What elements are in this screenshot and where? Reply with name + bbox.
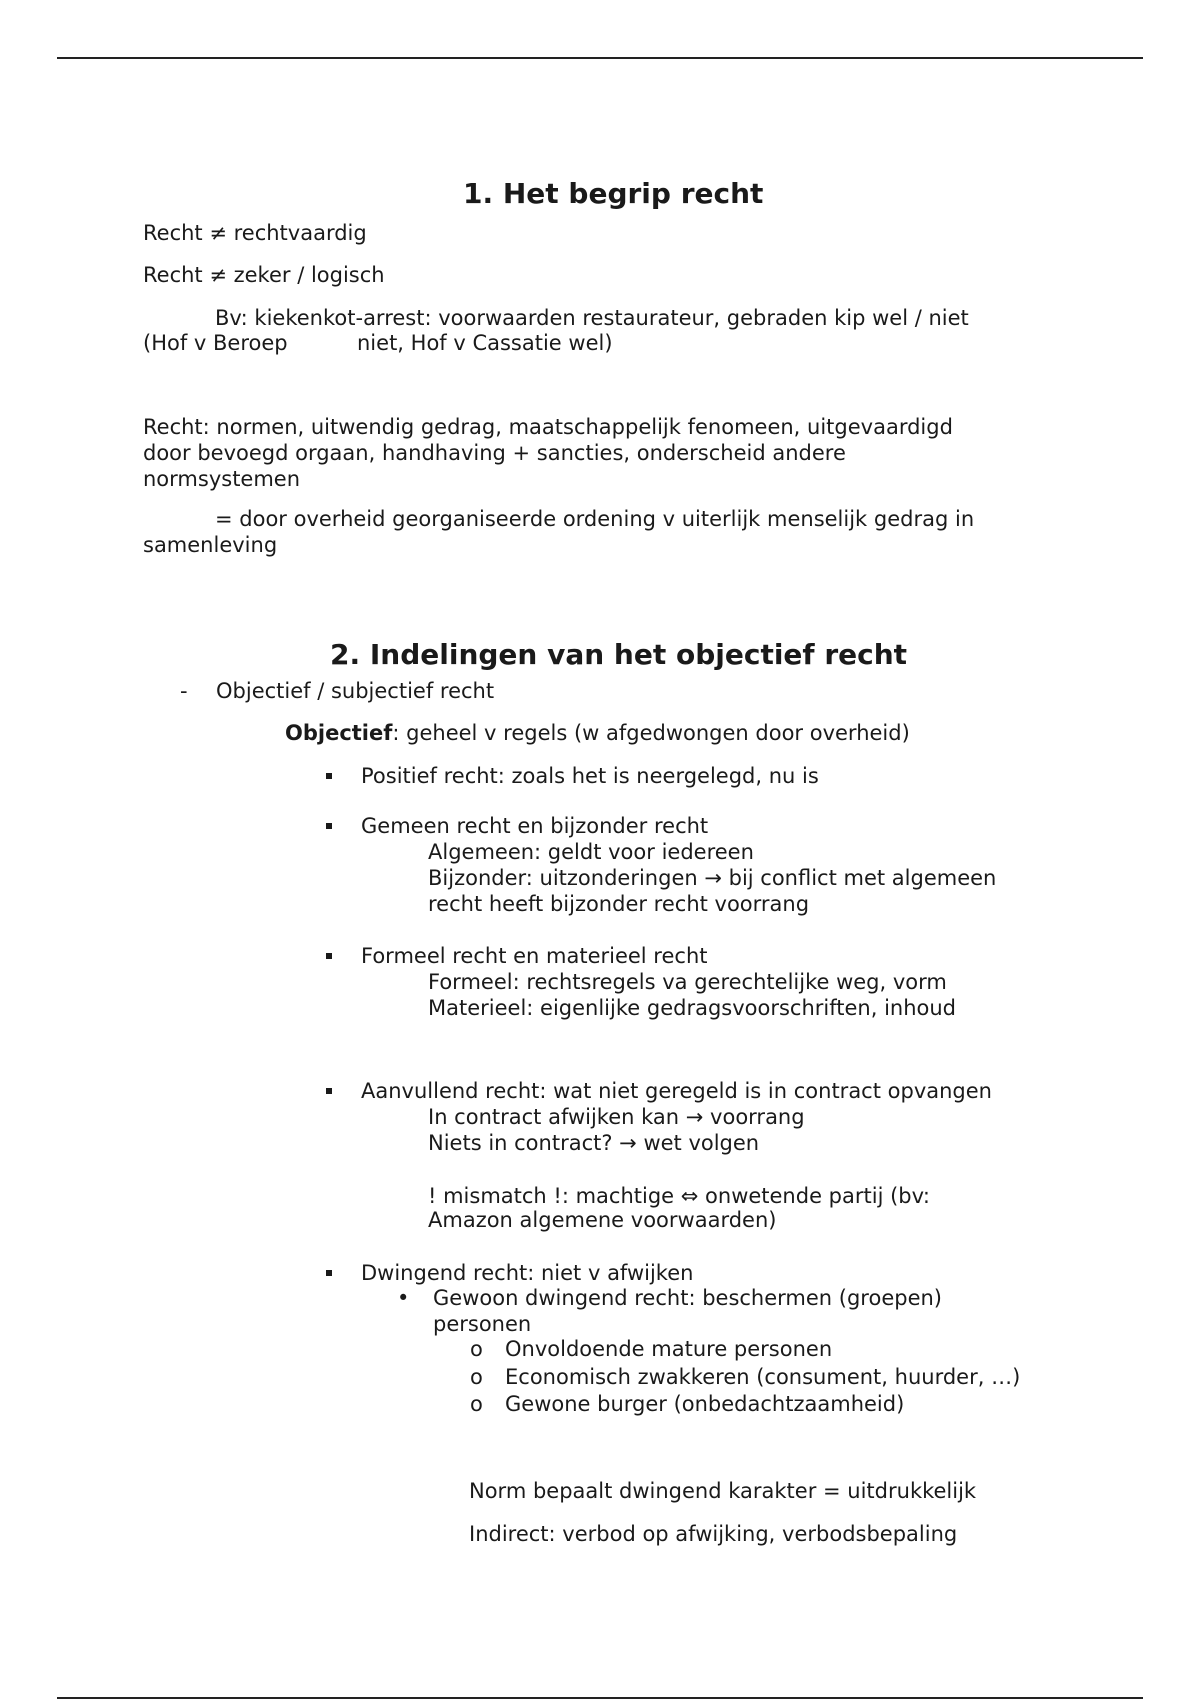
dash-marker: - xyxy=(180,679,188,703)
round-bullet: • xyxy=(397,1286,410,1310)
definition-line: door bevoegd orgaan, handhaving + sancties, onderscheid andere xyxy=(143,441,846,465)
list-item-detail: Amazon algemene voorwaarden) xyxy=(428,1208,777,1232)
square-bullet xyxy=(326,1270,332,1276)
list-item-detail: Formeel: rechtsregels va gerechtelijke weg, vorm xyxy=(428,970,947,994)
list-item-detail: Niets in contract? → wet volgen xyxy=(428,1131,760,1155)
bottom-rule xyxy=(57,1697,1143,1699)
dash-item: Objectief / subjectief recht xyxy=(216,679,495,703)
definition-line: Recht: normen, uitwendig gedrag, maatschappelijk fenomeen, uitgevaardigd xyxy=(143,415,953,439)
o-marker: o xyxy=(470,1392,483,1416)
equation-line: = door overheid georganiseerde ordening v uiterlijk menselijk gedrag in xyxy=(215,507,975,531)
definition-line: normsystemen xyxy=(143,467,301,491)
top-rule xyxy=(57,57,1143,59)
sub-sub-item: Onvoldoende mature personen xyxy=(505,1337,833,1361)
list-item: Positief recht: zoals het is neergelegd, nu is xyxy=(361,764,819,788)
objectief-label: Objectief xyxy=(285,721,393,745)
list-item: Gemeen recht en bijzonder recht xyxy=(361,814,709,838)
sub-list-item: personen xyxy=(433,1312,532,1336)
objectief-line xyxy=(285,720,910,746)
indirect-line: Indirect: verbod op afwijking, verbodsbepaling xyxy=(469,1522,958,1546)
norm-line: Norm bepaalt dwingend karakter = uitdrukkelijk xyxy=(469,1479,977,1503)
o-marker: o xyxy=(470,1337,483,1361)
text-line: Recht ≠ rechtvaardig xyxy=(143,221,367,245)
o-marker: o xyxy=(470,1365,483,1389)
list-item-detail: Materieel: eigenlijke gedragsvoorschriften, inhoud xyxy=(428,996,957,1020)
list-item-detail: Algemeen: geldt voor iedereen xyxy=(428,840,754,864)
equation-line: samenleving xyxy=(143,533,278,557)
text-line: Recht ≠ zeker / logisch xyxy=(143,263,385,287)
sub-list-item: Gewoon dwingend recht: beschermen (groepen) xyxy=(433,1286,943,1310)
list-item: Dwingend recht: niet v afwijken xyxy=(361,1261,694,1285)
example-line: (Hof v Beroep xyxy=(143,331,288,355)
list-item: Aanvullend recht: wat niet geregeld is in contract opvangen xyxy=(361,1079,992,1103)
list-item: Formeel recht en materieel recht xyxy=(361,944,708,968)
section-1-heading: 1. Het begrip recht xyxy=(463,177,764,210)
list-item-detail: recht heeft bijzonder recht voorrang xyxy=(428,892,810,916)
list-item-detail: In contract afwijken kan → voorrang xyxy=(428,1105,805,1129)
square-bullet xyxy=(326,1088,332,1094)
example-line: Bv: kiekenkot-arrest: voorwaarden restaurateur, gebraden kip wel / niet xyxy=(215,306,969,330)
section-2-heading: 2. Indelingen van het objectief recht xyxy=(330,638,908,671)
list-item-detail: Bijzonder: uitzonderingen → bij conflict met algemeen xyxy=(428,866,997,890)
sub-sub-item: Gewone burger (onbedachtzaamheid) xyxy=(505,1392,905,1416)
square-bullet xyxy=(326,953,332,959)
sub-sub-item: Economisch zwakkeren (consument, huurder, …) xyxy=(505,1365,1021,1389)
example-line: niet, Hof v Cassatie wel) xyxy=(357,331,613,355)
objectief-text: : geheel v regels (w afgedwongen door overheid) xyxy=(392,721,910,745)
square-bullet xyxy=(326,823,332,829)
list-item-detail: ! mismatch !: machtige ⇔ onwetende partij (bv: xyxy=(428,1184,930,1208)
square-bullet xyxy=(326,773,332,779)
